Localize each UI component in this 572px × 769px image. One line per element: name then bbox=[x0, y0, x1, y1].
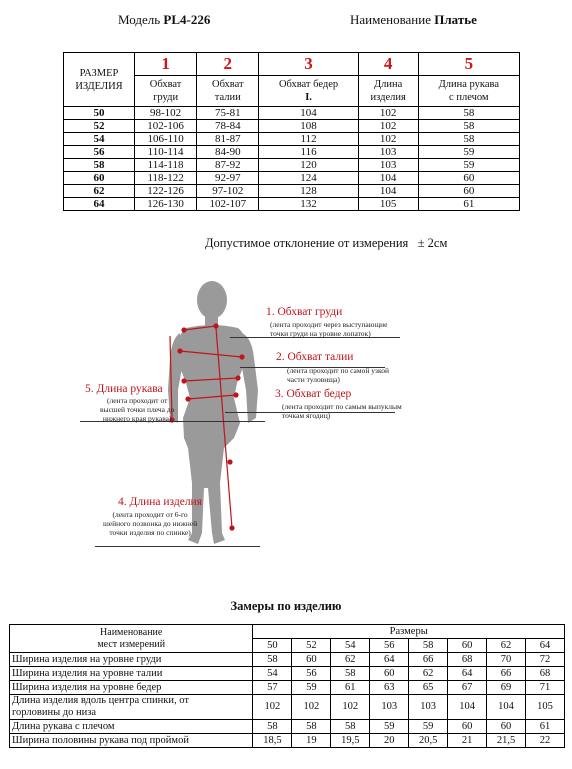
value-cell: 126-130 bbox=[135, 198, 197, 211]
table-row bbox=[10, 720, 565, 734]
size-cell: 62 bbox=[64, 185, 135, 198]
measure-value: 67 bbox=[448, 681, 487, 695]
table-row bbox=[64, 198, 520, 211]
table-row bbox=[10, 734, 565, 748]
measure-value: 61 bbox=[331, 681, 370, 695]
value-cell: 122-126 bbox=[135, 185, 197, 198]
size-table bbox=[63, 52, 520, 211]
value-cell: 116 bbox=[259, 146, 358, 159]
column-header bbox=[135, 76, 197, 107]
measure-value: 69 bbox=[487, 681, 526, 695]
measure-value: 102 bbox=[253, 695, 292, 720]
note-line: точкам ягодиц) bbox=[282, 411, 331, 420]
label-chest: 1. Обхват груди bbox=[266, 306, 343, 318]
note-chest bbox=[270, 320, 387, 338]
value-cell: 103 bbox=[358, 159, 418, 172]
measure-name bbox=[10, 667, 253, 681]
measure-value: 102 bbox=[331, 695, 370, 720]
note-line: (лента проходит по самым выпуклым bbox=[282, 402, 402, 411]
measure-value: 64 bbox=[448, 667, 487, 681]
column-number: 4 bbox=[358, 53, 418, 76]
value-cell: 78-84 bbox=[197, 120, 259, 133]
measure-value: 72 bbox=[525, 653, 564, 667]
table-row bbox=[64, 146, 520, 159]
size-column-header: 54 bbox=[331, 639, 370, 653]
header-line: мест измерений bbox=[97, 638, 166, 650]
value-cell: 102 bbox=[358, 107, 418, 120]
label-length: 4. Длина изделия bbox=[118, 496, 202, 508]
note-hips bbox=[282, 402, 402, 420]
measure-value: 22 bbox=[525, 734, 564, 748]
column-header-line: Обхват bbox=[211, 79, 244, 90]
measure-value: 19 bbox=[292, 734, 331, 748]
value-cell: 128 bbox=[259, 185, 358, 198]
measure-table-body bbox=[10, 653, 565, 748]
measure-value: 21,5 bbox=[487, 734, 526, 748]
measure-value: 104 bbox=[487, 695, 526, 720]
guide-line bbox=[95, 546, 260, 547]
value-cell: 106-110 bbox=[135, 133, 197, 146]
measure-value: 58 bbox=[331, 667, 370, 681]
measure-value: 20 bbox=[370, 734, 409, 748]
measure-name bbox=[10, 653, 253, 667]
measure-value: 59 bbox=[370, 720, 409, 734]
value-cell: 104 bbox=[358, 172, 418, 185]
name-line bbox=[350, 12, 477, 28]
measure-value: 59 bbox=[409, 720, 448, 734]
value-cell: 84-90 bbox=[197, 146, 259, 159]
measure-value: 104 bbox=[448, 695, 487, 720]
column-header-line: Длина bbox=[374, 79, 403, 90]
measure-value: 103 bbox=[409, 695, 448, 720]
note-line: (лента проходит по самой узкой bbox=[287, 366, 389, 375]
measure-value: 66 bbox=[409, 653, 448, 667]
label-sleeve: 5. Длина рукава bbox=[85, 383, 163, 395]
measure-value: 64 bbox=[370, 653, 409, 667]
column-header-line: с плечом bbox=[449, 92, 489, 103]
size-table-body bbox=[64, 107, 520, 211]
sizes-header: Размеры bbox=[253, 625, 565, 639]
note-line: точки изделия по спинке) bbox=[109, 528, 191, 537]
column-header bbox=[418, 76, 519, 107]
table-row bbox=[64, 133, 520, 146]
measure-name-line: Ширина изделия на уровне талии bbox=[12, 667, 163, 679]
measure-name bbox=[10, 720, 253, 734]
tolerance-note bbox=[205, 236, 447, 251]
name-value: Платье bbox=[434, 12, 477, 27]
size-column-header: 62 bbox=[487, 639, 526, 653]
value-cell: 102 bbox=[358, 133, 418, 146]
measure-value: 70 bbox=[487, 653, 526, 667]
measure-value: 58 bbox=[253, 720, 292, 734]
table-row bbox=[64, 172, 520, 185]
column-header-line: талии bbox=[214, 92, 241, 103]
measure-value: 62 bbox=[409, 667, 448, 681]
value-cell: 108 bbox=[259, 120, 358, 133]
value-cell: 58 bbox=[418, 120, 519, 133]
size-cell: 64 bbox=[64, 198, 135, 211]
value-cell: 61 bbox=[418, 198, 519, 211]
measure-name-line: Ширина изделия на уровне бедер bbox=[12, 681, 162, 693]
measure-value: 71 bbox=[525, 681, 564, 695]
measure-value: 63 bbox=[370, 681, 409, 695]
value-cell: 58 bbox=[418, 107, 519, 120]
column-header-line: груди bbox=[153, 92, 179, 103]
size-column-header: 50 bbox=[253, 639, 292, 653]
value-cell: 114-118 bbox=[135, 159, 197, 172]
measure-value: 58 bbox=[253, 653, 292, 667]
measure-value: 56 bbox=[292, 667, 331, 681]
measure-value: 60 bbox=[487, 720, 526, 734]
note-line: нижнего края рукава) bbox=[102, 414, 172, 423]
label-hips: 3. Обхват бедер bbox=[275, 388, 352, 400]
note-line: (лента проходит через выступающие bbox=[270, 320, 388, 329]
measure-value: 18,5 bbox=[253, 734, 292, 748]
column-header bbox=[197, 76, 259, 107]
value-cell: 60 bbox=[418, 185, 519, 198]
measure-value: 60 bbox=[448, 720, 487, 734]
table-row bbox=[64, 107, 520, 120]
size-column-header: 58 bbox=[409, 639, 448, 653]
table-row bbox=[10, 681, 565, 695]
size-header-line1: РАЗМЕР bbox=[79, 67, 119, 79]
value-cell: 104 bbox=[259, 107, 358, 120]
value-cell: 102-106 bbox=[135, 120, 197, 133]
measure-name bbox=[10, 734, 253, 748]
column-header-line: изделия bbox=[370, 92, 406, 103]
note-length bbox=[103, 510, 197, 537]
measure-table bbox=[9, 624, 565, 748]
value-cell: 104 bbox=[358, 185, 418, 198]
value-cell: 118-122 bbox=[135, 172, 197, 185]
column-header-line: Длина рукава bbox=[438, 79, 499, 90]
measure-name-line: Длина рукава с плечом bbox=[12, 720, 115, 732]
size-cell: 50 bbox=[64, 107, 135, 120]
note-line: шейного позвонка до нижней bbox=[103, 519, 198, 528]
size-cell: 56 bbox=[64, 146, 135, 159]
size-header-line2: ИЗДЕЛИЯ bbox=[75, 80, 123, 92]
measure-title: Замеры по изделию bbox=[230, 599, 342, 613]
measure-name-line: Длина изделия вдоль центра спинки, от bbox=[12, 695, 189, 706]
note-line: (лента проходит от bbox=[106, 396, 168, 405]
note-line: точки груди на уровне лопаток) bbox=[270, 329, 371, 338]
table-row bbox=[10, 695, 565, 720]
size-column-header: 52 bbox=[292, 639, 331, 653]
model-line bbox=[118, 12, 210, 28]
value-cell: 75-81 bbox=[197, 107, 259, 120]
note-line: (лента проходит от 6-го bbox=[112, 510, 188, 519]
measure-name-line: Ширина половины рукава под проймой bbox=[12, 734, 189, 746]
measure-value: 60 bbox=[292, 653, 331, 667]
value-cell: 120 bbox=[259, 159, 358, 172]
measure-value: 102 bbox=[292, 695, 331, 720]
note-line: высшей точки плеча до bbox=[100, 405, 175, 414]
value-cell: 81-87 bbox=[197, 133, 259, 146]
measure-name-line: горловины до низа bbox=[12, 707, 97, 718]
measure-value: 61 bbox=[525, 720, 564, 734]
column-header bbox=[358, 76, 418, 107]
measure-value: 66 bbox=[487, 667, 526, 681]
measure-value: 68 bbox=[525, 667, 564, 681]
note-waist bbox=[287, 366, 389, 384]
size-cell: 60 bbox=[64, 172, 135, 185]
size-column-header: 60 bbox=[448, 639, 487, 653]
size-column-header: 64 bbox=[525, 639, 564, 653]
size-cell: 54 bbox=[64, 133, 135, 146]
value-cell: 124 bbox=[259, 172, 358, 185]
model-value: PL4-226 bbox=[163, 12, 211, 27]
column-header-line: Обхват бедер bbox=[278, 79, 339, 90]
column-number: 5 bbox=[418, 53, 519, 76]
value-cell: 59 bbox=[418, 159, 519, 172]
measure-value: 21 bbox=[448, 734, 487, 748]
size-column-header: 56 bbox=[370, 639, 409, 653]
measure-value: 65 bbox=[409, 681, 448, 695]
tolerance-value: ± 2см bbox=[417, 236, 448, 250]
column-header-line: I. bbox=[305, 92, 312, 103]
table-row bbox=[10, 653, 565, 667]
column-number: 2 bbox=[197, 53, 259, 76]
value-cell: 59 bbox=[418, 146, 519, 159]
note-sleeve bbox=[100, 396, 174, 423]
table-row bbox=[10, 667, 565, 681]
value-cell: 87-92 bbox=[197, 159, 259, 172]
measure-value: 58 bbox=[292, 720, 331, 734]
value-cell: 98-102 bbox=[135, 107, 197, 120]
value-cell: 103 bbox=[358, 146, 418, 159]
measure-value: 68 bbox=[448, 653, 487, 667]
measure-value: 60 bbox=[370, 667, 409, 681]
measure-value: 20,5 bbox=[409, 734, 448, 748]
measure-value: 105 bbox=[525, 695, 564, 720]
table-row bbox=[64, 120, 520, 133]
measure-name-header bbox=[10, 625, 253, 653]
value-cell: 102-107 bbox=[197, 198, 259, 211]
size-cell: 52 bbox=[64, 120, 135, 133]
value-cell: 60 bbox=[418, 172, 519, 185]
value-cell: 58 bbox=[418, 133, 519, 146]
label-waist: 2. Обхват талии bbox=[276, 351, 354, 363]
size-cell: 58 bbox=[64, 159, 135, 172]
column-number: 1 bbox=[135, 53, 197, 76]
measure-value: 19,5 bbox=[331, 734, 370, 748]
measure-name bbox=[10, 695, 253, 720]
value-cell: 105 bbox=[358, 198, 418, 211]
measure-value: 103 bbox=[370, 695, 409, 720]
measure-value: 57 bbox=[253, 681, 292, 695]
measure-value: 58 bbox=[331, 720, 370, 734]
measure-name-line: Ширина изделия на уровне груди bbox=[12, 653, 162, 665]
table-row bbox=[64, 185, 520, 198]
header-line: Наименование bbox=[100, 626, 163, 638]
measure-value: 59 bbox=[292, 681, 331, 695]
column-header bbox=[259, 76, 358, 107]
column-number: 3 bbox=[259, 53, 358, 76]
value-cell: 102 bbox=[358, 120, 418, 133]
measure-value: 62 bbox=[331, 653, 370, 667]
value-cell: 112 bbox=[259, 133, 358, 146]
table-row bbox=[64, 159, 520, 172]
value-cell: 110-114 bbox=[135, 146, 197, 159]
value-cell: 97-102 bbox=[197, 185, 259, 198]
name-label: Наименование bbox=[350, 12, 431, 27]
model-label: Модель bbox=[118, 12, 161, 27]
size-header bbox=[64, 53, 135, 107]
measure-name bbox=[10, 681, 253, 695]
tolerance-text: Допустимое отклонение от измерения bbox=[205, 236, 409, 250]
column-header-line: Обхват bbox=[149, 79, 182, 90]
value-cell: 132 bbox=[259, 198, 358, 211]
note-line: части туловища) bbox=[287, 375, 340, 384]
measure-value: 54 bbox=[253, 667, 292, 681]
value-cell: 92-97 bbox=[197, 172, 259, 185]
